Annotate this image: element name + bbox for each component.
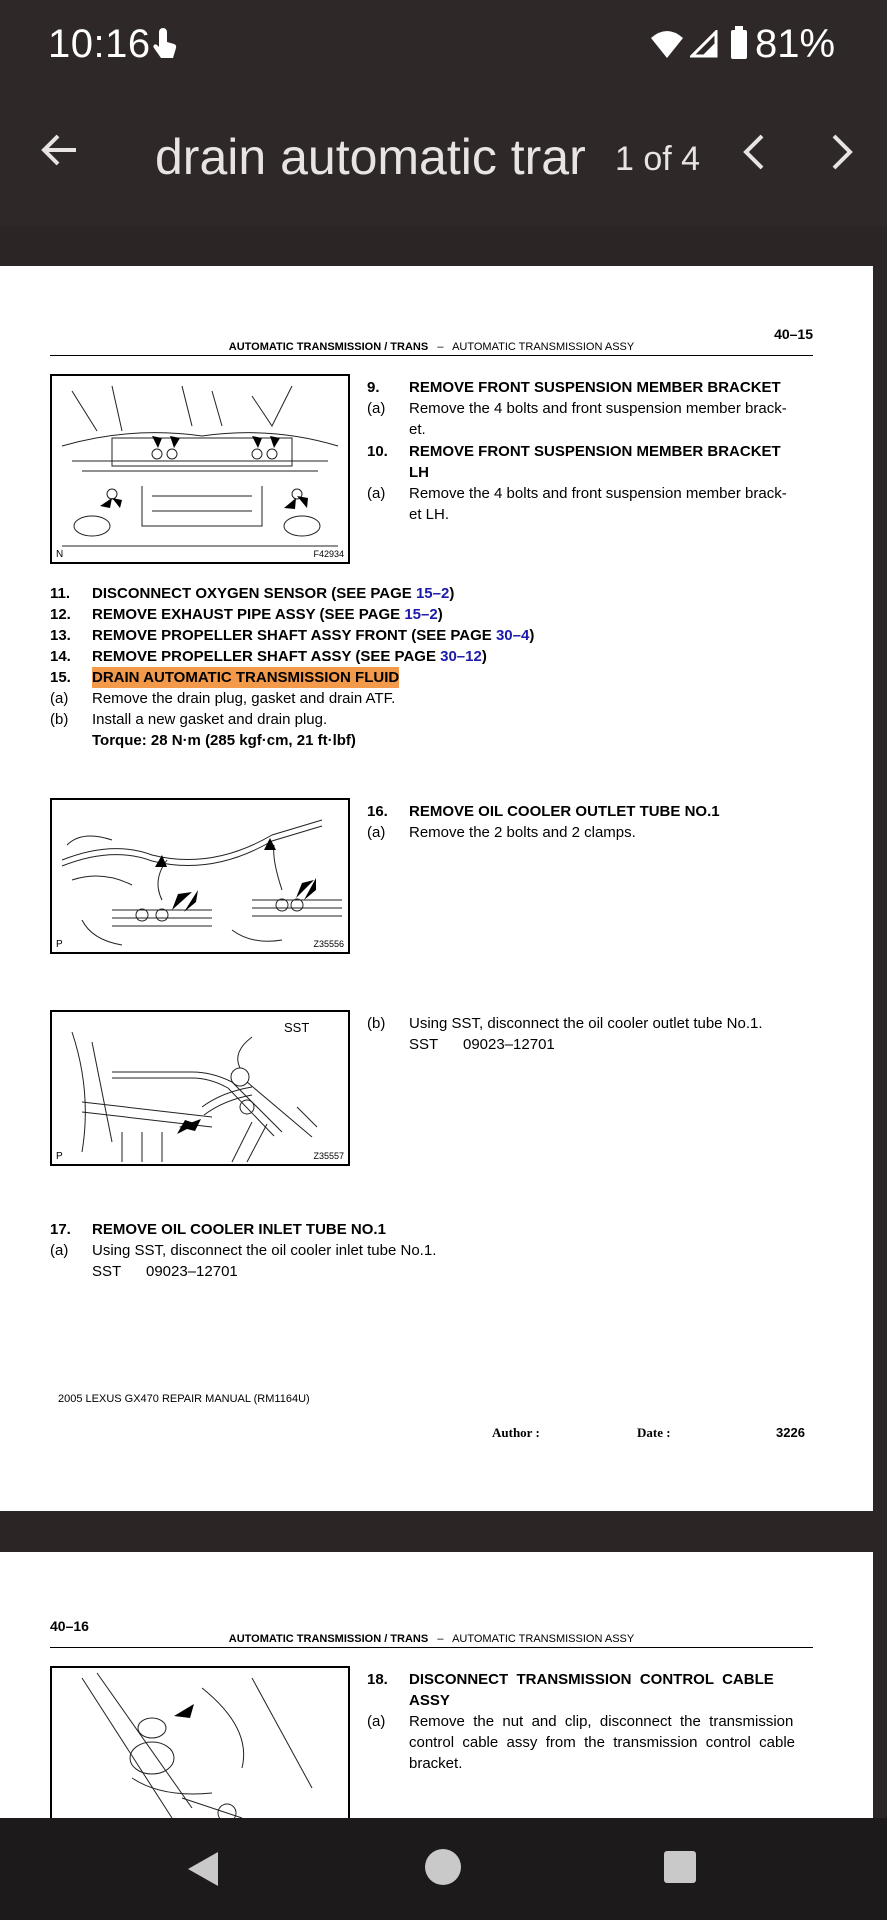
figure-control-cable <box>50 1666 350 1818</box>
figure-suspension-bracket <box>50 374 350 564</box>
page-number: 40–15 <box>774 326 813 342</box>
pdf-viewer[interactable] <box>0 226 887 1818</box>
nav-back-icon[interactable] <box>186 1850 220 1893</box>
step-14: 14. REMOVE PROPELLER SHAFT ASSY (SEE PAGE 30–12) <box>50 648 487 665</box>
header-dash: – <box>437 341 444 353</box>
page-header <box>50 341 813 356</box>
header-sub: AUTOMATIC TRANSMISSION ASSY <box>452 341 635 353</box>
search-highlight: DRAIN AUTOMATIC TRANSMISSION FLUID <box>92 669 400 686</box>
step-10: 10. REMOVE FRONT SUSPENSION MEMBER BRACKET LH (a) Remove the 4 bolts and front suspension member brack- et LH. <box>367 443 787 523</box>
figure-orientation-label: P <box>56 1151 63 1162</box>
header-main: AUTOMATIC TRANSMISSION / TRANS <box>228 1633 429 1645</box>
step-11: 11. DISCONNECT OXYGEN SENSOR (SEE PAGE 15–2) <box>50 585 455 602</box>
battery-icon <box>730 26 748 65</box>
figure-orientation-label: N <box>56 549 64 560</box>
back-arrow-icon[interactable] <box>40 130 80 175</box>
manual-footer: 2005 LEXUS GX470 REPAIR MANUAL (RM1164U) <box>58 1393 310 1405</box>
cell-signal-icon <box>690 30 718 63</box>
previous-match-button[interactable] <box>740 132 770 177</box>
figure-code: Z35557 <box>313 1151 344 1161</box>
search-input[interactable]: drain automatic trar <box>155 129 586 185</box>
battery-percent: 81% <box>755 22 836 66</box>
wifi-icon <box>650 30 684 65</box>
pdf-page <box>0 266 873 1511</box>
step-9: 9. REMOVE FRONT SUSPENSION MEMBER BRACKET (a) Remove the 4 bolts and front suspension member brack- et. <box>367 379 787 438</box>
page-link[interactable]: 15–2 <box>415 585 450 602</box>
step-15: 15. DRAIN AUTOMATIC TRANSMISSION FLUID (a) Remove the drain plug, gasket and drain ATF. (b) Install a new gasket and drain plug. Torque: 28 N·m (285 kgf·cm, 21 ft·lbf) <box>50 669 400 749</box>
step-16: 16. REMOVE OIL COOLER OUTLET TUBE NO.1 (a) Remove the 2 bolts and 2 clamps. <box>367 803 720 841</box>
header-main: AUTOMATIC TRANSMISSION / TRANS <box>228 341 429 353</box>
nav-recents-icon[interactable] <box>664 1851 696 1883</box>
page-link[interactable]: 30–12 <box>440 648 482 665</box>
author-label: Author : <box>492 1425 540 1440</box>
status-bar <box>0 0 887 90</box>
header-sub: AUTOMATIC TRANSMISSION ASSY <box>452 1633 635 1645</box>
step-16b: (b) Using SST, disconnect the oil cooler outlet tube No.1. SST 09023–12701 <box>367 1015 763 1053</box>
touch-gesture-icon <box>150 28 180 67</box>
figure-outlet-tube-clamps <box>50 798 350 954</box>
page-link[interactable]: 15–2 <box>404 606 438 623</box>
step-17: 17. REMOVE OIL COOLER INLET TUBE NO.1 (a) Using SST, disconnect the oil cooler inlet tube No.1. SST 09023–12701 <box>50 1221 437 1280</box>
find-in-document-bar <box>0 90 887 226</box>
match-count: 1 of 4 <box>615 140 701 178</box>
figure-code: F42934 <box>313 549 344 559</box>
step-12: 12. REMOVE EXHAUST PIPE ASSY (SEE PAGE 15–2) <box>50 606 443 623</box>
figure-outlet-tube-sst <box>50 1010 350 1166</box>
next-match-button[interactable] <box>826 132 856 177</box>
nav-home-icon[interactable] <box>425 1849 461 1885</box>
pdf-page <box>0 1552 873 1818</box>
header-dash: – <box>437 1633 444 1645</box>
figure-code: Z35556 <box>313 939 344 949</box>
page-link[interactable]: 30–4 <box>495 627 530 644</box>
sst-callout: SST <box>284 1020 310 1035</box>
date-label: Date : <box>637 1425 671 1440</box>
system-navigation-bar <box>0 1818 887 1920</box>
page-sequence-number: 3226 <box>776 1425 805 1440</box>
status-time: 10:16 <box>48 22 151 66</box>
page-number: 40–16 <box>50 1618 89 1634</box>
step-18: 18. DISCONNECT TRANSMISSION CONTROL CABLE ASSY (a) Remove the nut and clip, disconnect the transmission control cable assy from the transmission control cable bracket. <box>367 1671 795 1772</box>
figure-orientation-label: P <box>56 939 63 950</box>
step-13: 13. REMOVE PROPELLER SHAFT ASSY FRONT (SEE PAGE 30–4) <box>50 627 535 644</box>
page-header <box>50 1633 813 1648</box>
